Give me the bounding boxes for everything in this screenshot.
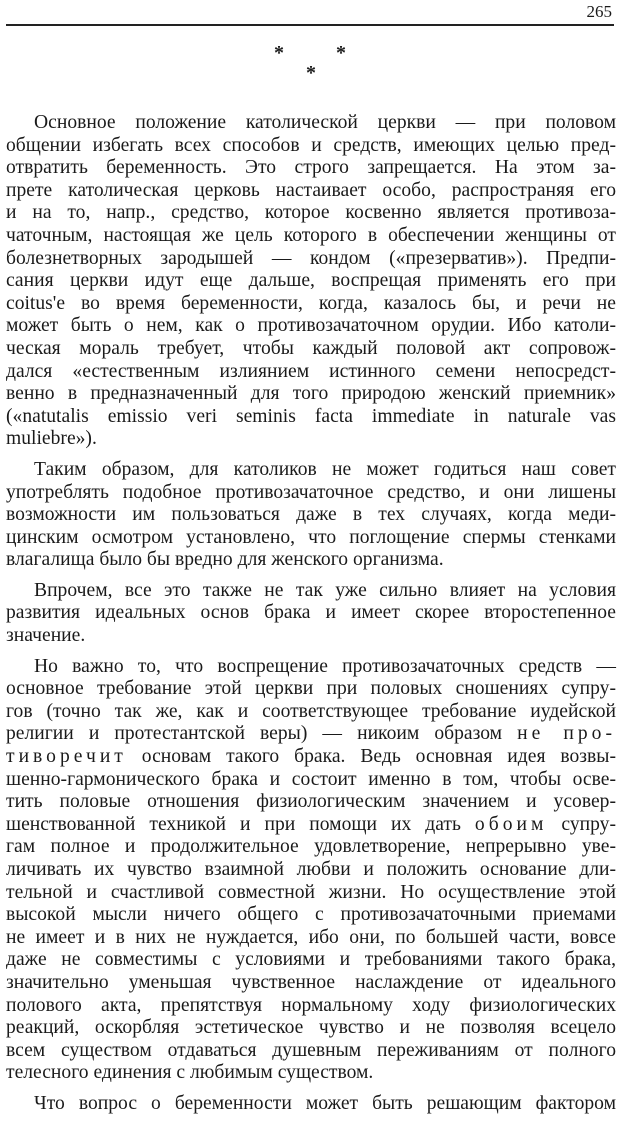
body-text bbox=[6, 112, 616, 1124]
text-line: Таким образом, для католиков не может годиться наш совет bbox=[34, 458, 616, 480]
text-line: полового акта, препятствуя нормальному ходу физиологических bbox=[6, 994, 616, 1016]
page-number: 265 bbox=[586, 2, 612, 21]
text-line: влагалища было бы вредно для женского организма. bbox=[6, 549, 444, 571]
text-line: всем существом отдаваться душевным переживаниям от полного bbox=[6, 1039, 616, 1061]
paragraph bbox=[6, 656, 616, 1085]
text-line: употреблять подобное противозачаточное средство, и они лишены bbox=[6, 481, 616, 503]
emphasized-text: не про- bbox=[517, 723, 617, 745]
emphasized-text: тиворечит bbox=[6, 746, 127, 768]
text-line: венно в предназначенный для того природою женский приемник» bbox=[6, 383, 616, 405]
text-line: Впрочем, все это также не так уже сильно влияет на условия bbox=[34, 579, 616, 601]
text-line: сания церкви идут еще дальше, воспрещая применять его при bbox=[6, 270, 616, 292]
text-line: чаточным, настоящая же цель которого в обеспечении женщины от bbox=[6, 224, 616, 246]
text-line: coitus'е во время беременности, когда, казалось бы, и речи не bbox=[6, 292, 616, 314]
text-line: Основное положение католической церкви — при половом bbox=[34, 112, 616, 133]
separator-asterisk: * bbox=[306, 62, 316, 84]
text-line: возможности им пользоваться даже в тех случаях, когда меди- bbox=[6, 504, 616, 526]
text-line: развития идеальных основ брака и имеет скорее второстепенное bbox=[6, 602, 616, 624]
text-line: гам полное и продолжительное удовлетворение, непрерывно уве- bbox=[6, 836, 616, 858]
text-line bbox=[6, 814, 616, 837]
paragraph bbox=[6, 459, 616, 572]
text-line: болезнетворных зародышей — кондом («презерватив»). Предпи- bbox=[6, 247, 616, 269]
text-run: религии и протестантской веры) — никоим образом bbox=[6, 723, 503, 745]
text-line: muliebre»). bbox=[6, 428, 97, 450]
text-line: телесного единения с любимым существом. bbox=[6, 1062, 374, 1084]
text-line: отвратить беременность. Это строго запрещается. На этом за- bbox=[6, 157, 616, 179]
text-line: реакций, оскорбляя эстетическое чувство и не позволяя всецело bbox=[6, 1017, 616, 1039]
text-line: ческая мораль требует, чтобы каждый половой акт сопровож- bbox=[6, 337, 616, 359]
text-line: Что вопрос о беременности может быть решающим фактором bbox=[34, 1092, 616, 1114]
text-line: личивать их чувство взаимной любви и положить основание дли- bbox=[6, 859, 616, 880]
paragraph bbox=[6, 580, 616, 648]
text-line: («natutalis emissio veri seminis facta immediate in naturale vas bbox=[6, 405, 616, 427]
text-line: может быть о нем, как о противозачаточном орудии. Ибо католи- bbox=[6, 315, 616, 337]
header-rule bbox=[6, 24, 614, 26]
text-line bbox=[6, 723, 616, 746]
text-line: цинским осмотром установлено, что поглощение спермы стенками bbox=[6, 526, 616, 548]
paragraph bbox=[6, 1093, 616, 1116]
text-line: тельной и счастливой совместной жизни. Но осуществление этой bbox=[6, 881, 616, 903]
text-run: шенствованной техникой и при помощи их дать bbox=[6, 813, 461, 835]
text-line: дался «естественным излиянием истинного семени непосредст- bbox=[6, 360, 616, 382]
text-line: прете католическая церковь настаивает особо, распространяя его bbox=[6, 179, 616, 201]
text-run: основам такого брака. Ведь основная идея возвы- bbox=[141, 746, 616, 768]
text-line: основное требование этой церкви при половых сношениях супру- bbox=[6, 678, 616, 700]
text-line: значение. bbox=[6, 625, 86, 647]
section-separator bbox=[262, 42, 362, 86]
text-line: Но важно то, что воспрещение противозачаточных средств — bbox=[34, 655, 616, 677]
text-line: шенно-гармонического брака и состоит именно в том, чтобы осве- bbox=[6, 768, 616, 790]
text-line: общении избегать всех способов и средств, имеющих целью пред- bbox=[6, 134, 616, 156]
text-line: не имеет и в них не нуждается, ибо они, по большей части, вовсе bbox=[6, 926, 616, 948]
text-line: тить половые отношения физиологическим значением и усовер- bbox=[6, 791, 616, 813]
text-line: высокой мысли ничего общего с противозачаточными приемами bbox=[6, 904, 616, 926]
paragraph bbox=[6, 112, 616, 451]
text-run: супру- bbox=[561, 813, 616, 835]
text-line: и на то, напр., средство, которое косвенно является противоза- bbox=[6, 202, 616, 224]
emphasized-text: обоим bbox=[474, 813, 548, 835]
text-line bbox=[6, 746, 616, 769]
text-line: гов (точно так же, как и соответствующее требование иудейской bbox=[6, 700, 616, 722]
separator-asterisk: * bbox=[274, 42, 284, 64]
separator-asterisk: * bbox=[336, 42, 346, 64]
text-line: даже не совместимы с условиями и требованиями такого брака, bbox=[6, 949, 616, 971]
text-line: значительно уменьшая чувственное наслаждение от идеального bbox=[6, 971, 616, 993]
